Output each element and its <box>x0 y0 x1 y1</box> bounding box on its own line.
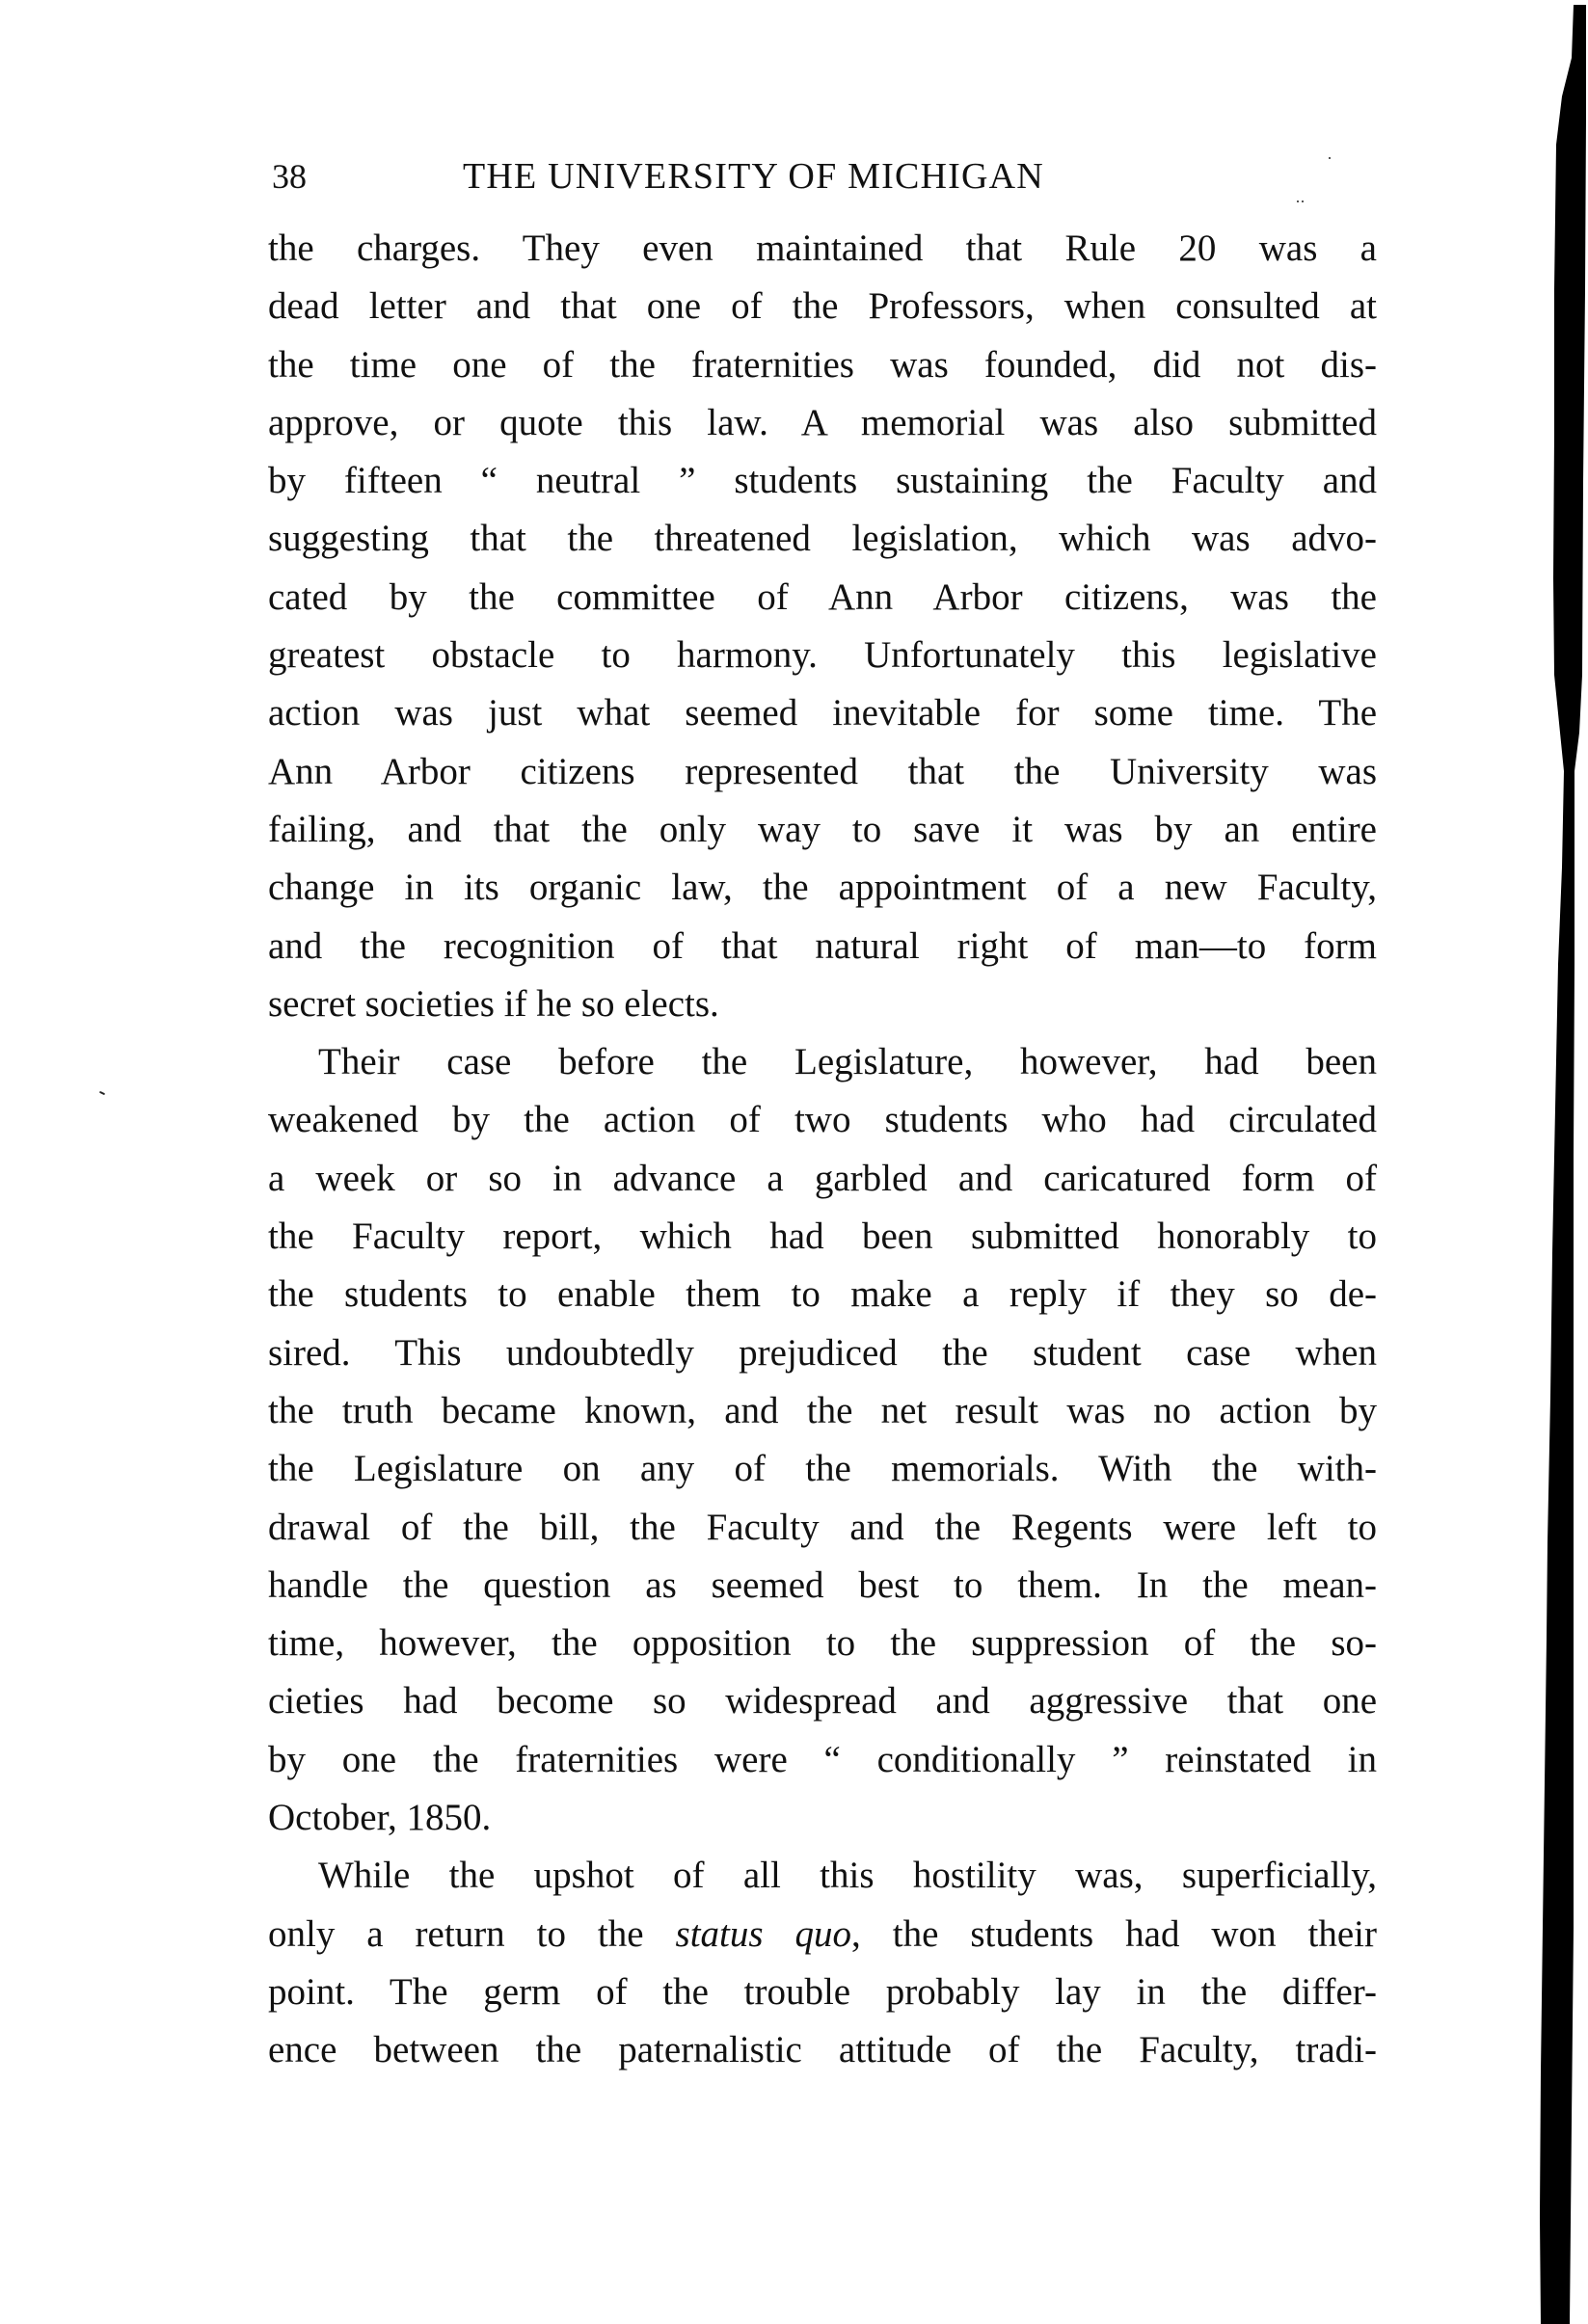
paragraph-2 <box>268 1033 1377 1847</box>
text-line: the Legislature on any of the memorials. With the with- <box>268 1448 1377 1490</box>
paragraph-1 <box>268 220 1377 1033</box>
scan-speck <box>99 1091 105 1095</box>
text-run: only a return to the <box>268 1912 676 1955</box>
text-line: the Faculty report, which had been submitted honorably to <box>268 1215 1377 1258</box>
text-line: the charges. They even maintained that Rule 20 was a <box>268 227 1377 269</box>
text-line: by one the fraternities were “ conditionally ” reinstated in <box>268 1738 1377 1780</box>
text-line: the students to enable them to make a reply if they so de- <box>268 1273 1377 1316</box>
text-line: approve, or quote this law. A memorial was also submitted <box>268 401 1377 443</box>
running-title: THE UNIVERSITY OF MICHIGAN <box>463 156 1044 197</box>
text-line: action was just what seemed inevitable for some time. The <box>268 692 1377 735</box>
text-line: time, however, the opposition to the suppression of the so- <box>268 1622 1377 1665</box>
text-line: handle the question as seemed best to them. In the mean- <box>268 1563 1377 1606</box>
text-line: Ann Arbor citizens represented that the University was <box>268 750 1377 792</box>
text-line: drawal of the bill, the Faculty and the Regents were left to <box>268 1506 1377 1548</box>
text-line: a week or so in advance a garbled and caricatured form of <box>268 1157 1377 1199</box>
text-line: greatest obstacle to harmony. Unfortunately this legislative <box>268 634 1377 677</box>
text-line: ence between the paternalistic attitude of the Faculty, tradi- <box>268 2029 1377 2071</box>
text-line: suggesting that the threatened legislation, which was advo- <box>268 518 1377 560</box>
running-header <box>272 154 1381 199</box>
text-line: dead letter and that one of the Professors, when consulted at <box>268 285 1377 328</box>
text-line: and the recognition of that natural right of man—to form <box>268 924 1377 967</box>
text-line: cieties had become so widespread and aggressive that one <box>268 1680 1377 1723</box>
body-text <box>268 220 1377 2080</box>
text-line-with-italic <box>268 1906 1377 1963</box>
page-number: 38 <box>272 157 307 196</box>
text-line: While the upshot of all this hostility was, superficially, <box>318 1855 1377 1897</box>
text-line: failing, and that the only way to save it was by an entire <box>268 808 1377 850</box>
text-line: sired. This undoubtedly prejudiced the student case when <box>268 1331 1377 1374</box>
text-run: , the students had won their <box>851 1912 1377 1955</box>
text-line: secret societies if he so elects. <box>268 982 719 1025</box>
scan-speck <box>1297 200 1299 202</box>
italic-phrase: status quo <box>675 1912 852 1955</box>
text-line: cated by the committee of Ann Arbor citizens, was the <box>268 575 1377 618</box>
text-line: Their case before the Legislature, however, had been <box>318 1041 1377 1083</box>
paragraph-3 <box>268 1847 1377 2079</box>
text-line: the time one of the fraternities was founded, did not dis- <box>268 343 1377 386</box>
text-line: by fifteen “ neutral ” students sustaining the Faculty and <box>268 460 1377 502</box>
text-line: the truth became known, and the net result was no action by <box>268 1389 1377 1431</box>
text-line: weakened by the action of two students who had circulated <box>268 1099 1377 1141</box>
text-line: point. The germ of the trouble probably lay in the differ- <box>268 1970 1377 2013</box>
scan-speck <box>1302 200 1304 202</box>
scan-speck <box>1329 157 1331 159</box>
text-line: change in its organic law, the appointment of a new Faculty, <box>268 867 1377 909</box>
text-line: October, 1850. <box>268 1797 492 1839</box>
